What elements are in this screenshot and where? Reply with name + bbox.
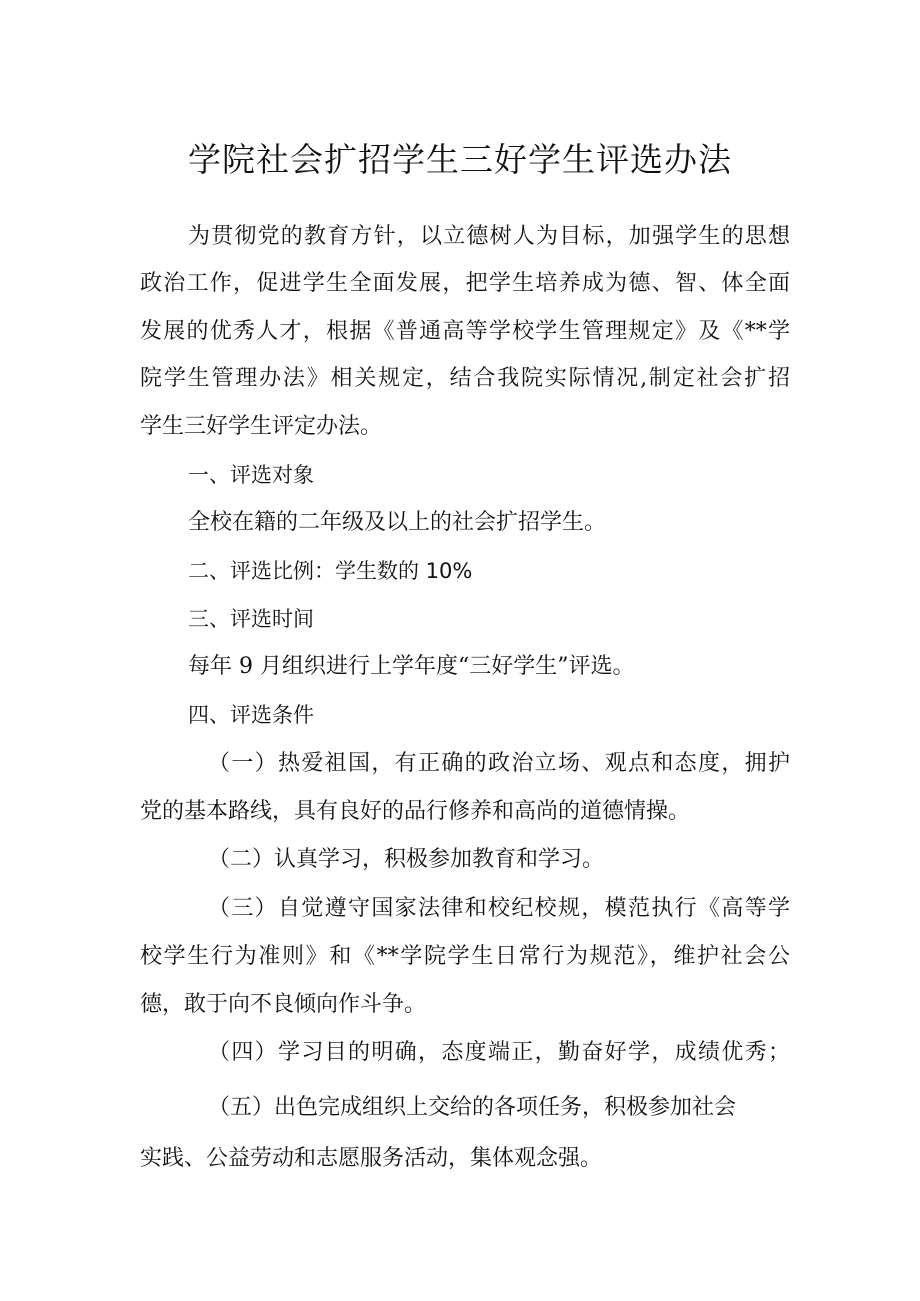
condition-5-line-2: 实践、公益劳动和志愿服务活动，集体观念强。 [140, 1146, 603, 1171]
intro-line-5: 学生三好学生评定办法。 [140, 414, 383, 439]
intro-line-1: 为贯彻党的教育方针，以立德树人为目标，加强学生的思想 [188, 224, 790, 249]
section-text-time: 每年 9 月组织进行上学年度“三好学生”评选。 [188, 654, 635, 679]
condition-1-line-1: （一）热爱祖国，有正确的政治立场、观点和态度，拥护 [208, 751, 790, 776]
intro-line-4: 院学生管理办法》相关规定，结合我院实际情况,制定社会扩招 [140, 366, 790, 391]
section-heading-conditions: 四、评选条件 [188, 703, 314, 727]
intro-line-2: 政治工作，促进学生全面发展，把学生培养成为德、智、体全面 [140, 271, 790, 296]
intro-line-3: 发展的优秀人才，根据《普通高等学校学生管理规定》及《**学 [140, 319, 790, 344]
condition-3-line-3: 德，敢于向不良倾向作斗争。 [140, 992, 427, 1017]
condition-3-line-2: 校学生行为准则》和《**学院学生日常行为规范》，维护社会公 [140, 944, 790, 969]
condition-2: （二）认真学习，积极参加教育和学习。 [208, 847, 605, 872]
section-heading-time: 三、评选时间 [188, 607, 314, 631]
section-heading-targets: 一、评选对象 [188, 463, 314, 487]
condition-3-line-1: （三）自觉遵守国家法律和校纪校规，模范执行《高等学 [208, 896, 790, 921]
section-text-targets: 全校在籍的二年级及以上的社会扩招学生。 [188, 510, 607, 535]
condition-5-line-1: （五）出色完成组织上交给的各项任务，积极参加社会 [208, 1095, 737, 1120]
document-title: 学院社会扩招学生三好学生评选办法 [188, 140, 732, 179]
condition-1-line-2: 党的基本路线，具有良好的品行修养和高尚的道德情操。 [140, 799, 691, 824]
condition-4: （四）学习目的明确，态度端正，勤奋好学，成绩优秀； [208, 1040, 790, 1065]
section-heading-ratio: 二、评选比例：学生数的 10% [188, 559, 473, 583]
